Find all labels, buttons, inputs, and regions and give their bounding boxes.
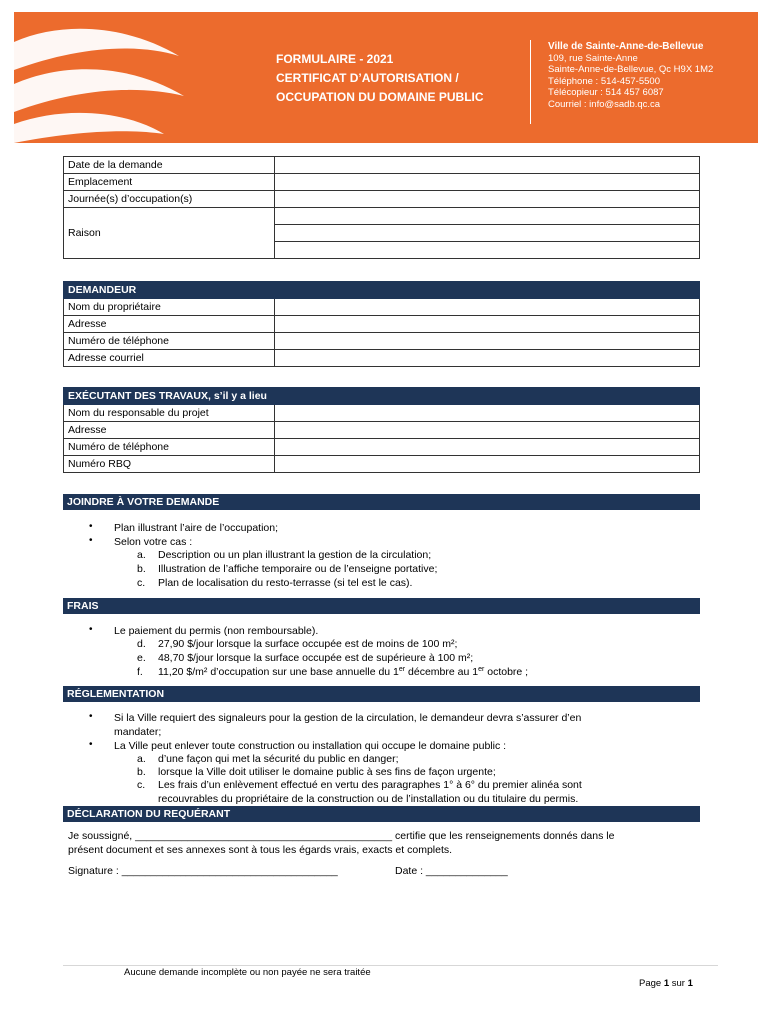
owner-label: Nom du propriétaire: [64, 299, 275, 316]
bullet-icon: •: [89, 739, 93, 750]
manager-field[interactable]: [275, 405, 700, 422]
wave-logo-icon: [14, 12, 214, 143]
title-line: OCCUPATION DU DOMAINE PUBLIC: [276, 90, 484, 104]
rules-subitem-cont: recouvrables du propriétaire de la construction ou de l’installation ou du titulaire du permis.: [158, 793, 579, 805]
contact-block: [548, 41, 713, 111]
email-field[interactable]: [275, 350, 700, 367]
date-label: Date de la demande: [64, 157, 275, 174]
days-field[interactable]: [275, 191, 700, 208]
contractor-address-field[interactable]: [275, 422, 700, 439]
days-label: Journée(s) d’occupation(s): [64, 191, 275, 208]
bullet-icon: •: [89, 535, 93, 546]
date-field[interactable]: [275, 157, 700, 174]
rules-item: Si la Ville requiert des signaleurs pour la gestion de la circulation, le demandeur devra s’assurer d’en: [114, 712, 582, 724]
manager-label: Nom du responsable du projet: [64, 405, 275, 422]
attach-item: Selon votre cas :: [114, 536, 193, 548]
attach-heading: JOINDRE À VOTRE DEMANDE: [63, 494, 700, 510]
reason-field-2[interactable]: [275, 225, 700, 242]
declaration-heading: DÉCLARATION DU REQUÉRANT: [63, 806, 700, 822]
rules-subitem: Les frais d’un enlèvement effectué en vertu des paragraphes 1° à 6° du premier alinéa sont: [158, 779, 582, 791]
applicant-heading: DEMANDEUR: [64, 282, 700, 299]
date-signed-field[interactable]: Date : ______________: [395, 865, 508, 877]
list-marker: c.: [137, 577, 146, 589]
address-label: Adresse: [64, 316, 275, 333]
rules-subitem: lorsque la Ville doit utiliser le domaine public à ses fins de façon urgente;: [158, 766, 496, 778]
list-marker: d.: [137, 638, 146, 650]
header-divider: [530, 40, 531, 124]
applicant-table: [63, 281, 700, 367]
signature-field[interactable]: Signature : _____________________________________: [68, 865, 338, 877]
location-label: Emplacement: [64, 174, 275, 191]
fax-line: Télécopieur : 514 457 6087: [548, 87, 664, 99]
attach-subitem: Description ou un plan illustrant la gestion de la circulation;: [158, 549, 432, 561]
phone-line: Téléphone : 514-457-5500: [548, 75, 660, 87]
request-table: [63, 156, 700, 259]
attach-subitem: Illustration de l’affiche temporaire ou de l’enseigne portative;: [158, 563, 438, 575]
bullet-icon: •: [89, 521, 93, 532]
address-field[interactable]: [275, 316, 700, 333]
declaration-text[interactable]: Je soussigné, ____________________________________________ certifie que les renseignements donnés dans le: [68, 830, 615, 842]
rules-item-cont: mandater;: [114, 726, 162, 738]
title-line: FORMULAIRE - 2021: [276, 52, 394, 66]
reason-field-3[interactable]: [275, 242, 700, 259]
fee-rate: 11,20 $/m² d’occupation sur une base annuelle du 1er décembre au 1er octobre ;: [158, 666, 529, 678]
address-line: 109, rue Sainte-Anne: [548, 52, 638, 64]
list-marker: c.: [137, 779, 146, 791]
list-marker: a.: [137, 753, 146, 765]
owner-field[interactable]: [275, 299, 700, 316]
list-marker: e.: [137, 652, 146, 664]
reason-field-1[interactable]: [275, 208, 700, 225]
title-line: CERTIFICAT D’AUTORISATION /: [276, 71, 459, 85]
phone-field[interactable]: [275, 333, 700, 350]
address-line: Sainte-Anne-de-Bellevue, Qc H9X 1M2: [548, 64, 714, 76]
list-marker: b.: [137, 766, 146, 778]
bullet-icon: •: [89, 624, 93, 635]
footer-notice: Aucune demande incomplète ou non payée ne sera traitée: [124, 967, 371, 978]
header-banner: [14, 12, 758, 143]
list-marker: a.: [137, 549, 146, 561]
contractor-heading: EXÉCUTANT DES TRAVAUX, s’il y a lieu: [64, 388, 700, 405]
rules-subitem: d’une façon qui met la sécurité du public en danger;: [158, 753, 399, 765]
email-line: Courriel : info@sadb.qc.ca: [548, 98, 661, 110]
fee-rate: 48,70 $/jour lorsque la surface occupée est de supérieure à 100 m²;: [158, 652, 474, 664]
contractor-phone-field[interactable]: [275, 439, 700, 456]
declaration-text: présent document et ses annexes sont à tous les égards vrais, exacts et complets.: [68, 844, 453, 856]
page-number: Page 1 sur 1: [639, 978, 693, 989]
location-field[interactable]: [275, 174, 700, 191]
attach-subitem: Plan de localisation du resto-terrasse (si tel est le cas).: [158, 577, 413, 589]
rbq-field[interactable]: [275, 456, 700, 473]
rules-item: La Ville peut enlever toute construction ou installation qui occupe le domaine public :: [114, 740, 507, 752]
email-label: Adresse courriel: [64, 350, 275, 367]
phone-label: Numéro de téléphone: [64, 333, 275, 350]
reason-label: Raison: [64, 208, 275, 259]
rbq-label: Numéro RBQ: [64, 456, 275, 473]
rules-heading: RÉGLEMENTATION: [63, 686, 700, 702]
fees-heading: FRAIS: [63, 598, 700, 614]
city-name: Ville de Sainte-Anne-de-Bellevue: [548, 41, 704, 52]
contractor-phone-label: Numéro de téléphone: [64, 439, 275, 456]
attach-item: Plan illustrant l’aire de l’occupation;: [114, 522, 279, 534]
list-marker: b.: [137, 563, 146, 575]
bullet-icon: •: [89, 711, 93, 722]
form-title: [276, 50, 484, 107]
list-marker: f.: [137, 666, 143, 678]
contractor-address-label: Adresse: [64, 422, 275, 439]
fee-rate: 27,90 $/jour lorsque la surface occupée est de moins de 100 m²;: [158, 638, 458, 650]
fees-item: Le paiement du permis (non remboursable).: [114, 625, 319, 637]
contractor-table: [63, 387, 700, 473]
